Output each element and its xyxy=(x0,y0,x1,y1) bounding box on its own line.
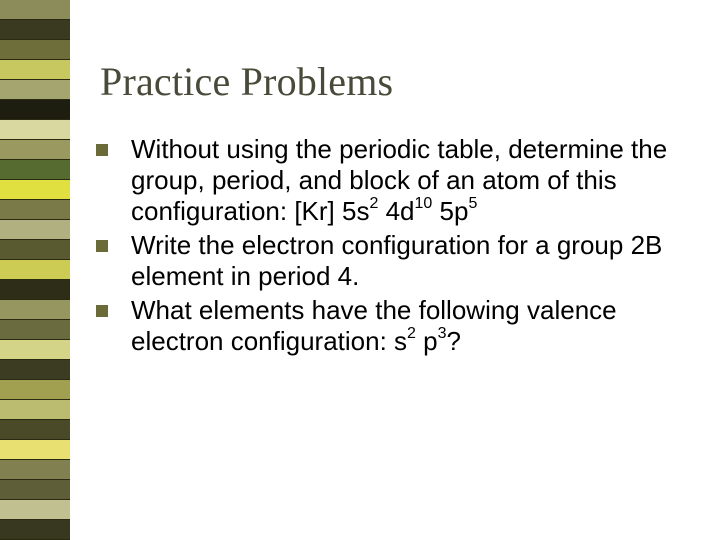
stripe-block xyxy=(0,480,70,500)
bullet-item-1 xyxy=(96,134,686,227)
stripe-block xyxy=(0,200,70,220)
stripe-block xyxy=(0,120,70,140)
decorative-stripe xyxy=(0,0,70,540)
stripe-block xyxy=(0,380,70,400)
stripe-block xyxy=(0,320,70,340)
bullet-list xyxy=(96,134,686,360)
square-bullet-icon xyxy=(96,144,108,156)
bullet-text: Without using the periodic table, determine the group, period, and block of an atom of this configuration: [Kr] $5s^2$ $4d^{10}$ $5p^5$ xyxy=(131,134,668,226)
stripe-block xyxy=(0,40,70,60)
stripe-block xyxy=(0,280,70,300)
stripe-block xyxy=(0,520,70,540)
stripe-block xyxy=(0,300,70,320)
stripe-block xyxy=(0,420,70,440)
stripe-block xyxy=(0,0,70,20)
stripe-block xyxy=(0,20,70,40)
stripe-block xyxy=(0,400,70,420)
bullet-text: What elements have the following valence electron configuration: $s^2$ $p^3$? xyxy=(131,295,617,356)
stripe-block xyxy=(0,180,70,200)
stripe-block xyxy=(0,500,70,520)
stripe-block xyxy=(0,80,70,100)
stripe-block xyxy=(0,260,70,280)
square-bullet-icon xyxy=(96,240,108,252)
slide-title: Practice Problems xyxy=(100,59,394,104)
stripe-block xyxy=(0,340,70,360)
stripe-block xyxy=(0,460,70,480)
stripe-block xyxy=(0,100,70,120)
stripe-block xyxy=(0,360,70,380)
bullet-item-2 xyxy=(96,230,686,292)
stripe-block xyxy=(0,240,70,260)
bullet-text: Write the electron configuration for a group 2B element in period 4. xyxy=(131,230,663,291)
stripe-block xyxy=(0,140,70,160)
stripe-block xyxy=(0,440,70,460)
bullet-item-3 xyxy=(96,295,686,357)
square-bullet-icon xyxy=(96,305,108,317)
stripe-block xyxy=(0,220,70,240)
stripe-block xyxy=(0,160,70,180)
stripe-block xyxy=(0,60,70,80)
